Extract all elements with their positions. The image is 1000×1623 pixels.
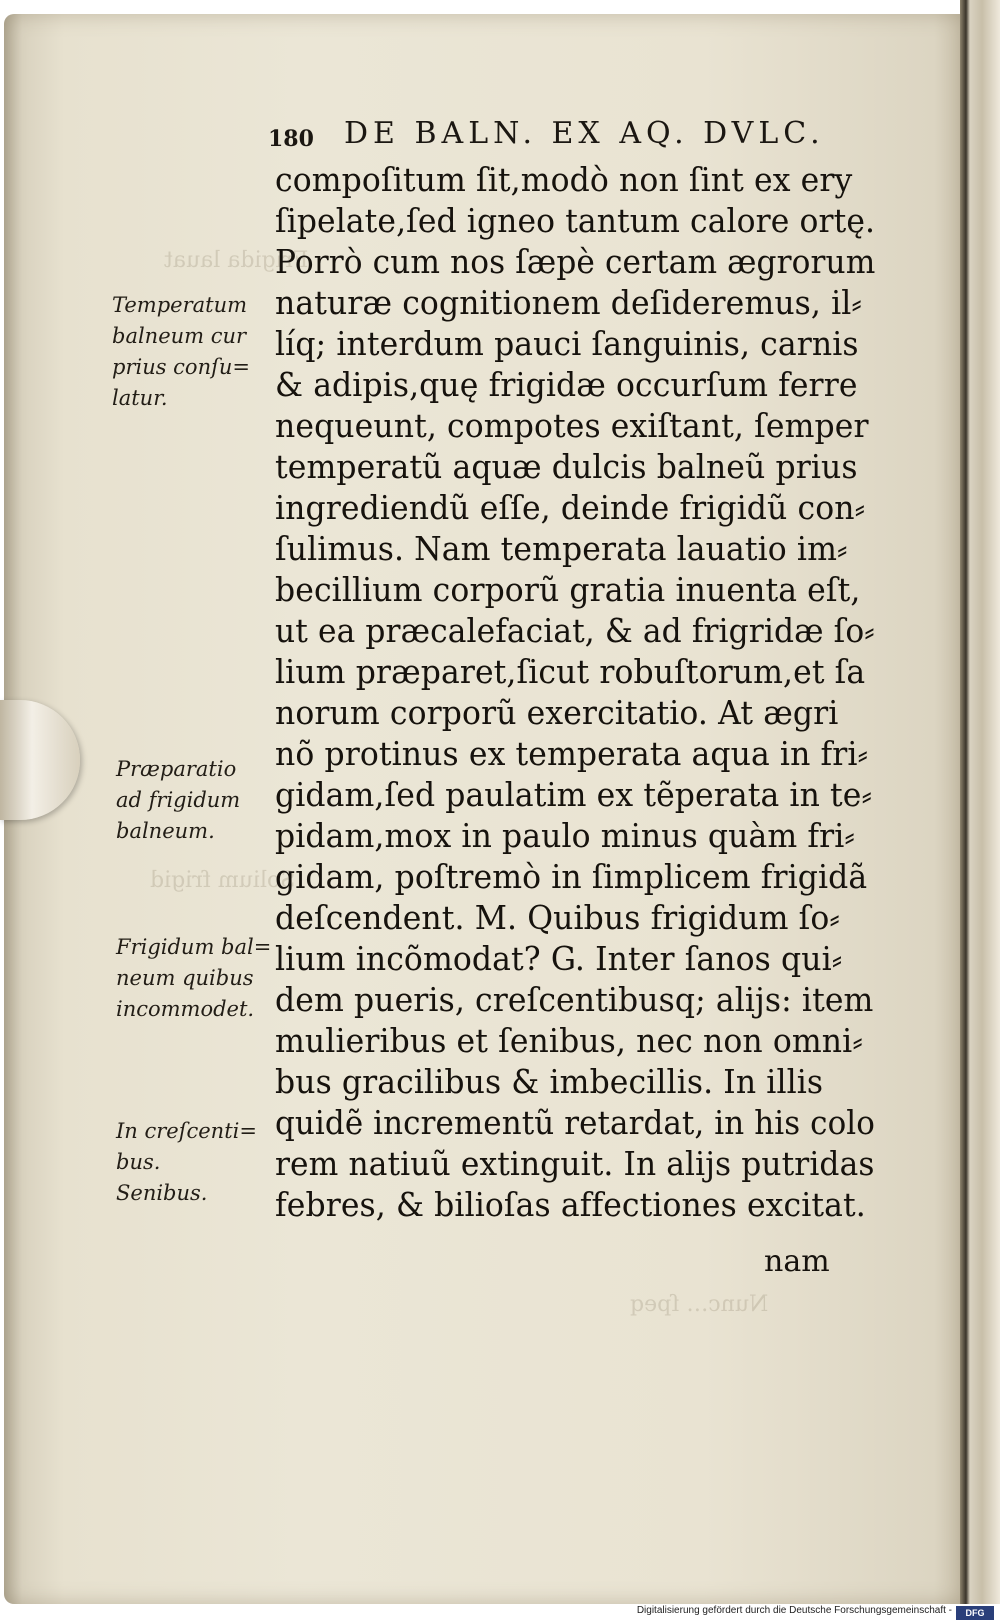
text-line: ſipelate,ſed igneo tantum calore ortę. [275,202,876,240]
marginal-note [116,754,240,847]
running-head: DE BALN. EX AQ. DVLC. [344,116,825,151]
marginal-note-line: prius conſu= [112,355,250,379]
catchword: nam [764,1244,830,1279]
marginal-note-line: latur. [112,386,168,410]
show-through-text: Nunc… ſpeq [630,1292,769,1317]
text-line: lium præparet,ſicut robuſtorum,et ſa [275,653,866,691]
text-line: quidẽ incrementũ retardat, in his colo [275,1104,876,1142]
marginal-note-line: bus. [116,1150,161,1174]
text-line: ingrediendũ eſſe, deinde frigidũ con⸗ [275,489,866,527]
marginal-note-line: Temperatum [112,293,248,317]
marginal-note [112,290,250,414]
text-line: deſcendent. M. Quibus frigidum ſo⸗ [275,899,840,937]
marginal-note [116,932,271,1025]
marginal-note-line: ad frigidum [116,788,241,812]
text-line: rem natiuũ extinguit. In alijs putridas [275,1145,875,1183]
text-line: naturæ cognitionem deſideremus, il⸗ [275,284,863,322]
marginal-note-line: In creſcenti= [116,1119,257,1143]
marginal-note-line: incommodet. [116,997,255,1021]
text-line: febres, & bilioſas affectiones excitat. [275,1186,866,1224]
marginal-note [116,1116,257,1209]
marginal-note-line: balneum. [116,819,215,843]
text-line: Porrò cum nos ſæpè certam ægrorum [275,243,876,281]
marginal-note-line: balneum cur [112,324,247,348]
text-line: ſulimus. Nam temperata lauatio im⸗ [275,530,848,568]
text-line: ut ea præcalefaciat, & ad frigridæ ſo⸗ [275,612,875,650]
page-header [268,112,888,162]
marginal-note-line: Frigidum bal= [116,935,272,959]
show-through-text: Solium frigid [150,868,296,893]
footer-bar [0,1604,1000,1623]
text-line: mulieribus et ſenibus, nec non omni⸗ [275,1022,863,1060]
dfg-logo: DFG [956,1606,994,1620]
text-line: temperatũ aquæ dulcis balneũ prius [275,448,858,486]
page-number: 180 [268,126,314,152]
text-line: gidam, poſtremò in ſimplicem frigidã [275,858,868,896]
text-line: nequeunt, compotes exiſtant, ſemper [275,407,869,445]
text-line: & adipis,quę frigidæ occurſum ferre [275,366,858,404]
text-line: líq; interdum pauci ſanguinis, carnis [275,325,859,363]
text-line: becillium corporũ gratia inuenta eſt, [275,571,861,609]
facing-page-edge [960,0,1000,1610]
text-line: nõ protinus ex temperata aqua in fri⸗ [275,735,869,773]
marginal-note-line: Senibus. [116,1181,208,1205]
text-line: bus gracilibus & imbecillis. In illis [275,1063,824,1101]
show-through-text: Frigida lauat [164,248,309,273]
marginal-note-line: Præparatio [116,757,237,781]
main-text-block [275,160,895,1226]
text-line: norum corporũ exercitatio. At ægri [275,694,839,732]
text-line: gidam,ſed paulatim ex tẽperata in te⸗ [275,776,873,814]
text-line: compoſitum ſit,modò non ſint ex ery [275,161,853,199]
marginal-note-line: neum quibus [116,966,254,990]
text-line: dem pueris, creſcentibusq; alijs: item [275,981,874,1019]
text-line: lium incõmodat? G. Inter ſanos qui⸗ [275,940,843,978]
text-line: pidam,mox in paulo minus quàm fri⸗ [275,817,855,855]
funding-credit: Digitalisierung gefördert durch die Deutsche Forschungsgemeinschaft - [636,1605,952,1616]
